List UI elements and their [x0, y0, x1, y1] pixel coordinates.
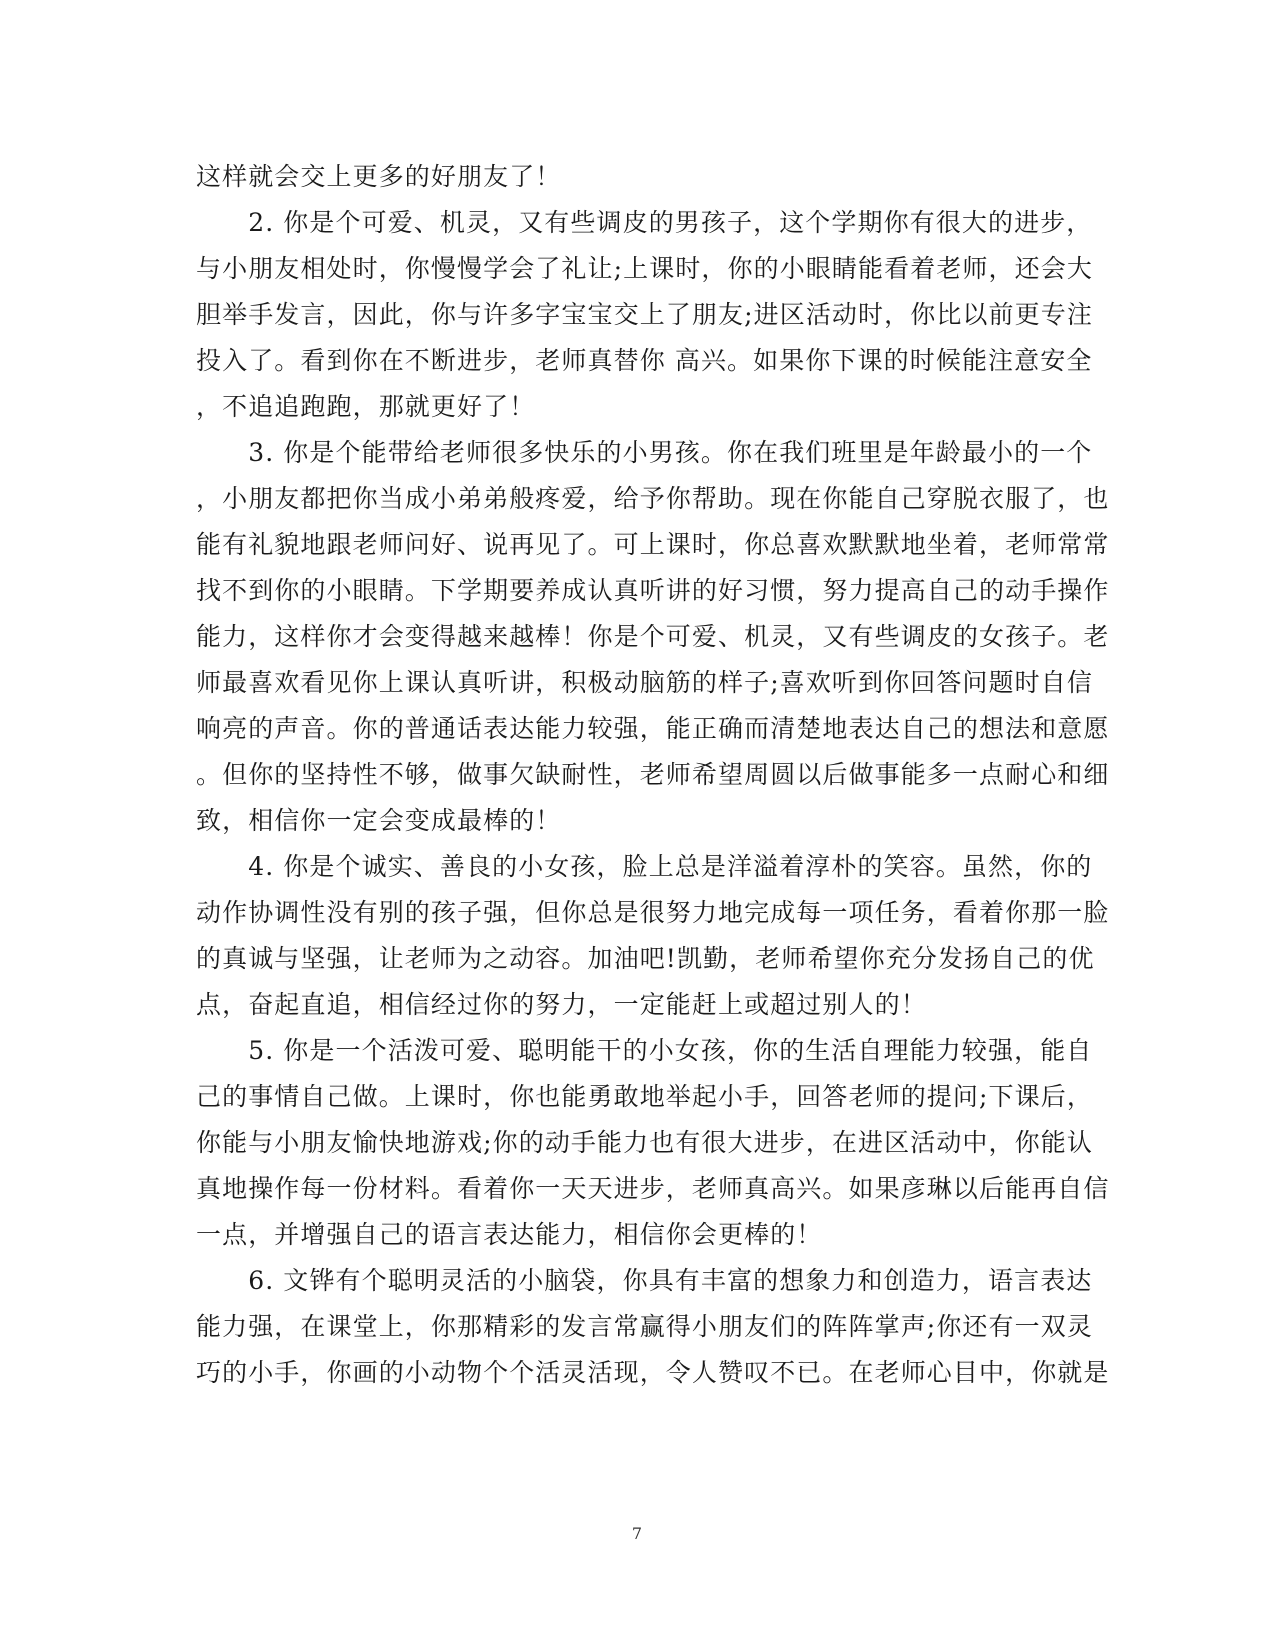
text-line: 响亮的声音。你的普通话表达能力较强，能正确而清楚地表达自己的想法和意愿 [196, 714, 1110, 743]
text-line: 致，相信你一定会变成最棒的！ [196, 806, 562, 835]
text-line: 4. 你是个诚实、善良的小女孩，脸上总是洋溢着淳朴的笑容。虽然，你的 [196, 852, 1093, 881]
text-line: 2. 你是个可爱、机灵，又有些调皮的男孩子，这个学期你有很大的进步， [196, 208, 1093, 237]
text-line: 找不到你的小眼睛。下学期要养成认真听讲的好习惯，努力提高自己的动手操作 [196, 576, 1110, 605]
text-line: 这样就会交上更多的好朋友了！ [196, 162, 562, 191]
text-line: ，不追追跑跑，那就更好了！ [196, 392, 536, 421]
text-line: 投入了。看到你在不断进步，老师真替你 高兴。如果你下课的时候能注意安全 [196, 346, 1093, 375]
text-line: 能力，这样你才会变得越来越棒！你是个可爱、机灵，又有些调皮的女孩子。老 [196, 622, 1110, 651]
text-line: ，小朋友都把你当成小弟弟般疼爱，给予你帮助。现在你能自己穿脱衣服了，也 [196, 484, 1110, 513]
text-line: 5. 你是一个活泼可爱、聪明能干的小女孩，你的生活自理能力较强，能自 [196, 1036, 1093, 1065]
text-line: 能有礼貌地跟老师问好、说再见了。可上课时，你总喜欢默默地坐着，老师常常 [196, 530, 1110, 559]
text-line: 3. 你是个能带给老师很多快乐的小男孩。你在我们班里是年龄最小的一个 [196, 438, 1093, 467]
text-line: 的真诚与坚强，让老师为之动容。加油吧!凯勤，老师希望你充分发扬自己的优 [196, 944, 1095, 973]
text-line: 与小朋友相处时，你慢慢学会了礼让;上课时，你的小眼睛能看着老师，还会大 [196, 254, 1093, 283]
text-line: 胆举手发言，因此，你与许多字宝宝交上了朋友;进区活动时，你比以前更专注 [196, 300, 1093, 329]
text-line: 巧的小手，你画的小动物个个活灵活现，令人赞叹不已。在老师心目中，你就是 [196, 1358, 1110, 1387]
page-number: 7 [631, 1524, 643, 1543]
text-line: 。但你的坚持性不够，做事欠缺耐性，老师希望周圆以后做事能多一点耐心和细 [196, 760, 1110, 789]
text-line: 能力强，在课堂上，你那精彩的发言常赢得小朋友们的阵阵掌声;你还有一双灵 [196, 1312, 1093, 1341]
text-line: 己的事情自己做。上课时，你也能勇敢地举起小手，回答老师的提问;下课后， [196, 1082, 1093, 1111]
text-line: 6. 文铧有个聪明灵活的小脑袋，你具有丰富的想象力和创造力，语言表达 [196, 1266, 1093, 1295]
text-line: 动作协调性没有别的孩子强，但你总是很努力地完成每一项任务，看着你那一脸 [196, 898, 1110, 927]
text-line: 师最喜欢看见你上课认真听讲，积极动脑筋的样子;喜欢听到你回答问题时自信 [196, 668, 1093, 697]
text-line: 你能与小朋友愉快地游戏;你的动手能力也有很大进步，在进区活动中，你能认 [196, 1128, 1093, 1157]
text-line: 真地操作每一份材料。看着你一天天进步，老师真高兴。如果彦琳以后能再自信 [196, 1174, 1110, 1203]
text-line: 点，奋起直追，相信经过你的努力，一定能赶上或超过别人的！ [196, 990, 927, 1019]
text-line: 一点，并增强自己的语言表达能力，相信你会更棒的！ [196, 1220, 823, 1249]
